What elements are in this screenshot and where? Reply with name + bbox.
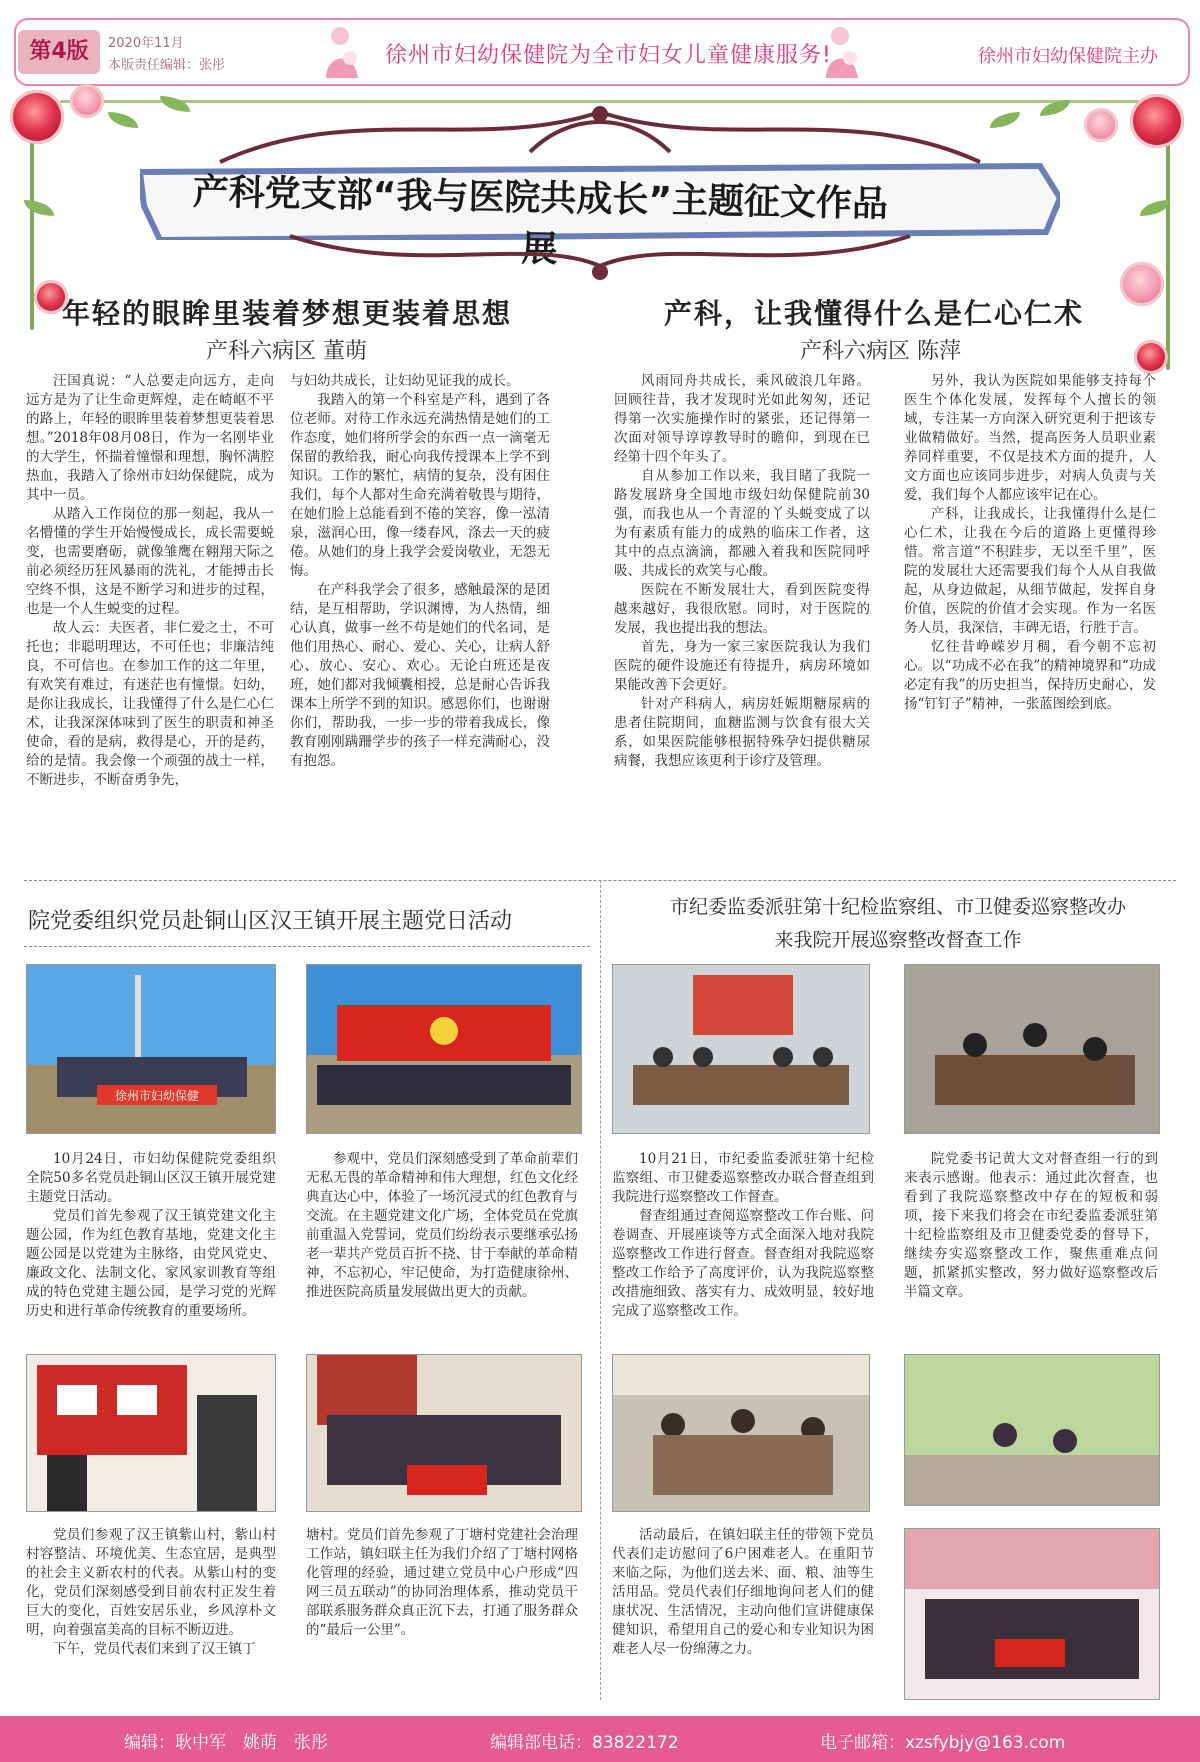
- essay-left-author: 产科六病区 董萌: [206, 339, 367, 364]
- footer-phone: 编辑部电话：83822172: [490, 1733, 679, 1753]
- news-left-title: 院党委组织党员赴铜山区汉王镇开展主题党日活动: [28, 909, 513, 934]
- rose-decoration: [70, 84, 104, 118]
- rose-decoration: [10, 90, 64, 144]
- photo-discussion: [904, 964, 1160, 1134]
- news-left-para3: [26, 1526, 276, 1659]
- photo-party-flag-group: [306, 964, 582, 1134]
- ornament-top: [150, 92, 1050, 172]
- news-right-para1: [612, 1150, 874, 1321]
- paragraph: 活动最后，在镇妇联主任的带领下党员代表们走访慰问了6户困难老人。在重阳节来临之际，为他们送去米、面、粮、油等生活用品。党员代表们仔细地询问老人们的健康状况、生活情况，主动向他们宣讲健康保健知识，希望用自己的爱心和专业知识为困难老人尽一份绵薄之力。: [612, 1527, 874, 1657]
- paragraph: 与妇幼共成长，让妇幼见证我的成长。: [290, 373, 520, 389]
- news-right-title: [620, 892, 1176, 952]
- paragraph: 汪国真说：“人总要走向远方，走向远方是为了让生命更辉煌，走在崎岖不平的路上，年轻的眼眸里装着梦想更装着思想。”2018年08月08日，作为一名刚毕业的大学生，怀揣着憧憬和理想，胸怀满腔热血，我踏入了徐州市妇幼保健院，成为其中一员。: [26, 373, 274, 503]
- column-divider: [600, 880, 601, 1700]
- leaf-decoration: [24, 200, 54, 216]
- paragraph: 院党委书记黄大文对督查组一行的到来表示感谢。他表示：通过此次督查，也看到了我院巡察整改中存在的短板和弱项，接下来我们将会在市纪委监委派驻第十纪检监察组及市卫健委党委的督导下，继续夯实巡察整改工作，聚焦重难点问题，抓紧抓实整改，努力做好巡察整改后半篇文章。: [904, 1151, 1158, 1300]
- paragraph: 故人云：夫医者，非仁爱之士，不可托也；非聪明理达，不可任也；非廉洁纯良，不可信也。在参加工作的这二年里，有欢笑有难过，有迷茫也有憧憬。妇幼，是你让我成长，让我懂得了什么是仁心仁术，让我深深体味到了医生的职责和神圣使命，看的是病，救得是心，开的是药，给的是情。我会像一个顽强的战士一样，不断进步，不断奋勇争先，: [26, 620, 274, 788]
- paragraph: 风雨同舟共成长，乘风破浪几年路。回顾往昔，我才发现时光如此匆匆，还记得第一次实施操作时的紧张，还记得第一次面对领导谆谆教导时的瞻仰，到现在已经第十四个年头了。: [614, 373, 870, 465]
- leaf-decoration: [108, 112, 138, 128]
- paragraph: 自从参加工作以来，我目睹了我院一路发展跻身全国地市级妇幼保健院前30强，而我也从一个青涩的丫头蜕变成了以为有素质有能力的成熟的临床工作者，这其中的点点滴滴，都融入着我和医院同呼吸、共成长的欢笑与心酸。: [614, 468, 870, 579]
- paragraph: 在产科我学会了很多，感触最深的是团结，是互相帮助，学识渊博，为人热情，细心认真，做事一丝不苟是她们的代名词，是他们用热心、耐心、爱心、关心，让病人舒心、放心、安心、欢心。无论白班还是夜班，她们都对我倾囊相授，总是耐心告诉我课本上所学不到的知识。感恩你们，也谢谢你们，帮助我，一步一步的带着我成长，像教育刚刚蹒跚学步的孩子一样充满耐心，没有抱怨。: [290, 582, 550, 769]
- header-slogan: 徐州市妇幼保健院为全市妇女儿童健康服务!: [385, 43, 832, 68]
- rose-decoration: [1134, 340, 1168, 374]
- photo-meeting-room: [612, 964, 870, 1134]
- header-sponsor: 徐州市妇幼保健院主办: [978, 46, 1158, 67]
- mother-baby-icon: [320, 24, 366, 80]
- photo-visit-elderly: [612, 1354, 870, 1512]
- issue-badge: 第4版: [18, 30, 100, 74]
- news-right-para2: [904, 1150, 1158, 1302]
- title-underline: [24, 946, 590, 947]
- essay-right-author: 产科六病区 陈萍: [800, 339, 961, 364]
- rose-decoration: [1130, 94, 1184, 148]
- paragraph: 10月24日，市妇幼保健院党委组织全院50多名党员赴铜山区汉王镇开展党建主题党日活动。: [26, 1151, 276, 1205]
- news-left-para1: [26, 1150, 276, 1321]
- rose-decoration: [1084, 108, 1118, 142]
- photo-group-monument: [26, 964, 276, 1134]
- essay-right-title: 产科，让我懂得什么是仁心仁术: [664, 297, 1085, 330]
- essay-left-title: 年轻的眼眸里装着梦想更装着思想: [62, 297, 513, 330]
- paragraph: 督查组通过查阅巡察整改工作台账、问卷调查、开展座谈等方式全面深入地对我院巡察整改工作进行督查。督查组对我院巡察整改工作给予了高度评价，认为我院巡察整改措施细致、落实有力、成效明显，较好地完成了巡察整改工作。: [612, 1208, 874, 1319]
- footer-editors: 编辑：耿中军 姚萌 张彤: [124, 1733, 328, 1753]
- photo-exhibit-hall: [26, 1354, 276, 1512]
- paragraph: 我踏入的第一个科室是产科，遇到了各位老师。对待工作永远充满热情是她们的工作态度，她们将所学会的东西一点一滴毫无保留的教给我，耐心向我传授课本上学不到知识。工作的繁忙，病情的复杂，没有困住我们，每个人都对生命充满着敬畏与期待，在她们脸上总能看到不倦的笑容，像一泓清泉，滋润心田，像一缕春风，涤去一天的疲倦。从她们的身上我学会爱岗敬业，无怨无悔。: [290, 392, 550, 579]
- paragraph: 10月21日，市纪委监委派驻第十纪检监察组、市卫健委巡察整改办联合督查组到我院进行巡察整改工作督查。: [612, 1151, 874, 1205]
- footer-email: 电子邮箱：xzsfybjy@163.com: [820, 1733, 1066, 1753]
- photo-village-group: [306, 1354, 582, 1512]
- paragraph: 党员们首先参观了汉王镇党建文化主题公园，作为红色教育基地，党建文化主题公园是以党建为主脉络，由党风党史、廉政文化、法制文化、家风家训教育等组成的特色党建主题公园，是学习党的光辉历史和进行革命传统教育的重要场所。: [26, 1208, 276, 1319]
- news-left-para2: [306, 1150, 578, 1302]
- vine-decoration: [1166, 110, 1170, 370]
- paragraph: 从踏入工作岗位的那一刻起，我从一名懵懂的学生开始慢慢成长，成长需要蜕变，也需要磨砺，就像雏鹰在翱翔天际之前必须经历狂风暴雨的洗礼，才能搏击长空终不惧，这是不断学习和进步的过程，也是一个人生蜕变的过程。: [26, 506, 274, 617]
- paragraph: 塘村。党员们首先参观了丁塘村党建社会治理工作站，镇妇联主任为我们介绍了丁塘村网格化管理的经验，通过建立党员中心户形成“四网三员五联动”的协同治理体系，推动党员干部联系服务群众真正沉下去，打通了服务群众的“最后一公里”。: [306, 1527, 578, 1638]
- news-left-para4: [306, 1526, 578, 1640]
- paragraph: 针对产科病人，病房妊娠期糖尿病的患者住院期间，血糖监测与饮食有很大关系，如果医院能够根据特殊孕妇提供糖尿病餐，我想应该更利于诊疗及管理。: [614, 696, 870, 769]
- news-right-para3: [612, 1526, 874, 1659]
- page-title: 产科党支部“我与医院共成长”主题征文作品展: [192, 171, 889, 271]
- essay-right-col1: [614, 372, 870, 771]
- paragraph: 下午，党员代表们来到了汉王镇丁: [53, 1641, 256, 1657]
- paragraph: 首先，身为一家三家医院我认为我们医院的硬件设施还有待提升，病房环境如果能改善下会更好。: [614, 639, 870, 693]
- essay-right-col2: [904, 372, 1156, 714]
- mother-baby-icon: [820, 24, 866, 80]
- news-right-title-line2: 来我院开展巡察整改督查工作: [774, 929, 1022, 951]
- paragraph: 参观中，党员们深刻感受到了革命前辈们无私无畏的革命精神和伟大理想，红色文化经典直达心中，体验了一场沉浸式的红色教育与交流。在主题党建文化广场，全体党员在党旗前重温入党誓词，党员们纷纷表示要继承弘扬老一辈共产党员百折不挠、甘于奉献的革命精神，不忘初心，牢记使命，为打造健康徐州、推进医院高质量发展做出更大的贡献。: [306, 1151, 578, 1300]
- paragraph: 忆往昔峥嵘岁月稠，看今朝不忘初心。以“功成不必在我”的精神境界和“功成必定有我”的历史担当，保持历史耐心，发扬“钉钉子”精神，一张蓝图绘到底。: [904, 639, 1156, 712]
- ornament-bottom: [150, 226, 1050, 286]
- essay-left-col2: [290, 372, 550, 771]
- chief-editor: 本版责任编辑：张彤: [108, 58, 226, 73]
- news-right-title-line1: 市纪委监委派驻第十纪检监察组、市卫健委巡察整改办: [669, 896, 1126, 918]
- photo-village-lane: [904, 1354, 1160, 1506]
- paragraph: 党员们参观了汉王镇紫山村，紫山村村容整洁、环境优美、生态宜居，是典型的社会主义新农村的代表。从紫山村的变化，党员们深刻感受到目前农村正发生着巨大的变化，百姓安居乐业，乡风淳朴文明，向着强富美高的目标不断迈进。: [26, 1527, 276, 1638]
- essay-left-col1: [26, 372, 274, 790]
- rose-decoration: [1120, 262, 1164, 306]
- issue-date: 2020年11月: [108, 36, 184, 51]
- paragraph: 产科，让我成长，让我懂得什么是仁心仁术，让我在今后的道路上更懂得珍惜。常言道“不积跬步，无以至千里”，医院的发展壮大还需要我们每个人从自我做起，从身边做起，从细节做起，发挥自身价值，医院的价值才会实现。作为一名医务人员，我深信，丰碑无语，行胜于言。: [904, 506, 1156, 636]
- photo-banner-text: 徐州市妇幼保健: [114, 1089, 200, 1103]
- paragraph: 另外，我认为医院如果能够支持每个医生个体化发展，发挥每个人擅长的领域，专注某一方向深入研究更利于把该专业做精做好。当然，提高医务人员职业素养同样重要，不仅是技术方面的提升，人文方面也应该同步进步，对病人负责与关爱，我们每个人都应该牢记在心。: [904, 373, 1156, 503]
- paragraph: 医院在不断发展壮大，看到医院变得越来越好，我很欣慰。同时，对于医院的发展，我也提出我的想法。: [614, 582, 870, 636]
- photo-mural-group: [904, 1528, 1160, 1700]
